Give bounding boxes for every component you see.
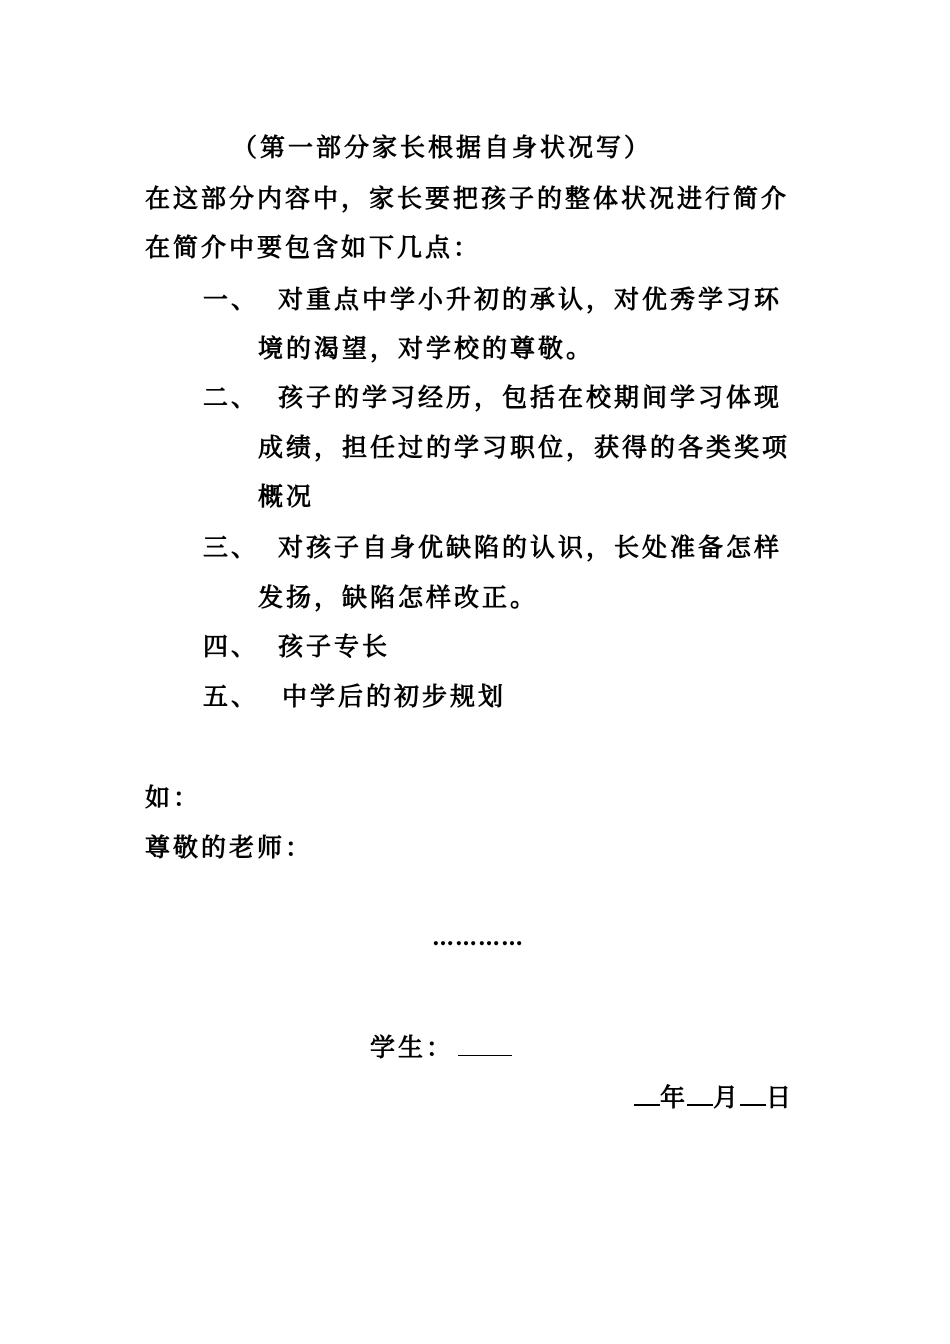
- item-2-line-1: 孩子的学习经历，包括在校期间学习体现: [278, 383, 783, 412]
- item-4-line-1: 孩子专长: [278, 632, 391, 661]
- item-5-line-1: 中学后的初步规划: [282, 682, 507, 711]
- item-2-number: 二、: [203, 383, 260, 412]
- item-3-line-1: 对孩子自身优缺陷的认识，长处准备怎样: [278, 533, 783, 562]
- ellipsis: …………: [432, 925, 524, 951]
- month-blank: [687, 1080, 713, 1106]
- item-3-number: 三、: [203, 533, 260, 562]
- item-1-number: 一、: [203, 285, 260, 314]
- date-line: [634, 1080, 793, 1113]
- document-heading: （第一部分家长根据自身状况写）: [232, 133, 653, 162]
- item-2-line-3: 概况: [258, 482, 315, 511]
- item-1-line-2: 境的渴望，对学校的尊敬。: [258, 334, 595, 363]
- item-2-line-2: 成绩，担任过的学习职位，获得的各类奖项: [258, 433, 791, 462]
- day-label: 日: [766, 1083, 794, 1112]
- item-3-line-2: 发扬，缺陷怎样改正。: [258, 583, 539, 612]
- intro-line-2: 在简介中要包含如下几点：: [145, 233, 482, 262]
- student-signature: [370, 1033, 512, 1063]
- intro-line-1: 在这部分内容中，家长要把孩子的整体状况进行简介: [145, 184, 790, 213]
- item-4-number: 四、: [203, 632, 260, 661]
- student-label: 学生：: [370, 1033, 455, 1062]
- item-1-line-1: 对重点中学小升初的承认，对优秀学习环: [278, 285, 783, 314]
- example-label: 如：: [145, 783, 202, 812]
- month-label: 月: [713, 1083, 741, 1112]
- year-label: 年: [660, 1083, 688, 1112]
- year-blank: [634, 1080, 660, 1106]
- day-blank: [740, 1080, 766, 1106]
- salutation: 尊敬的老师：: [145, 833, 314, 862]
- student-name-blank: [458, 1033, 512, 1056]
- item-5-number: 五、: [203, 682, 260, 711]
